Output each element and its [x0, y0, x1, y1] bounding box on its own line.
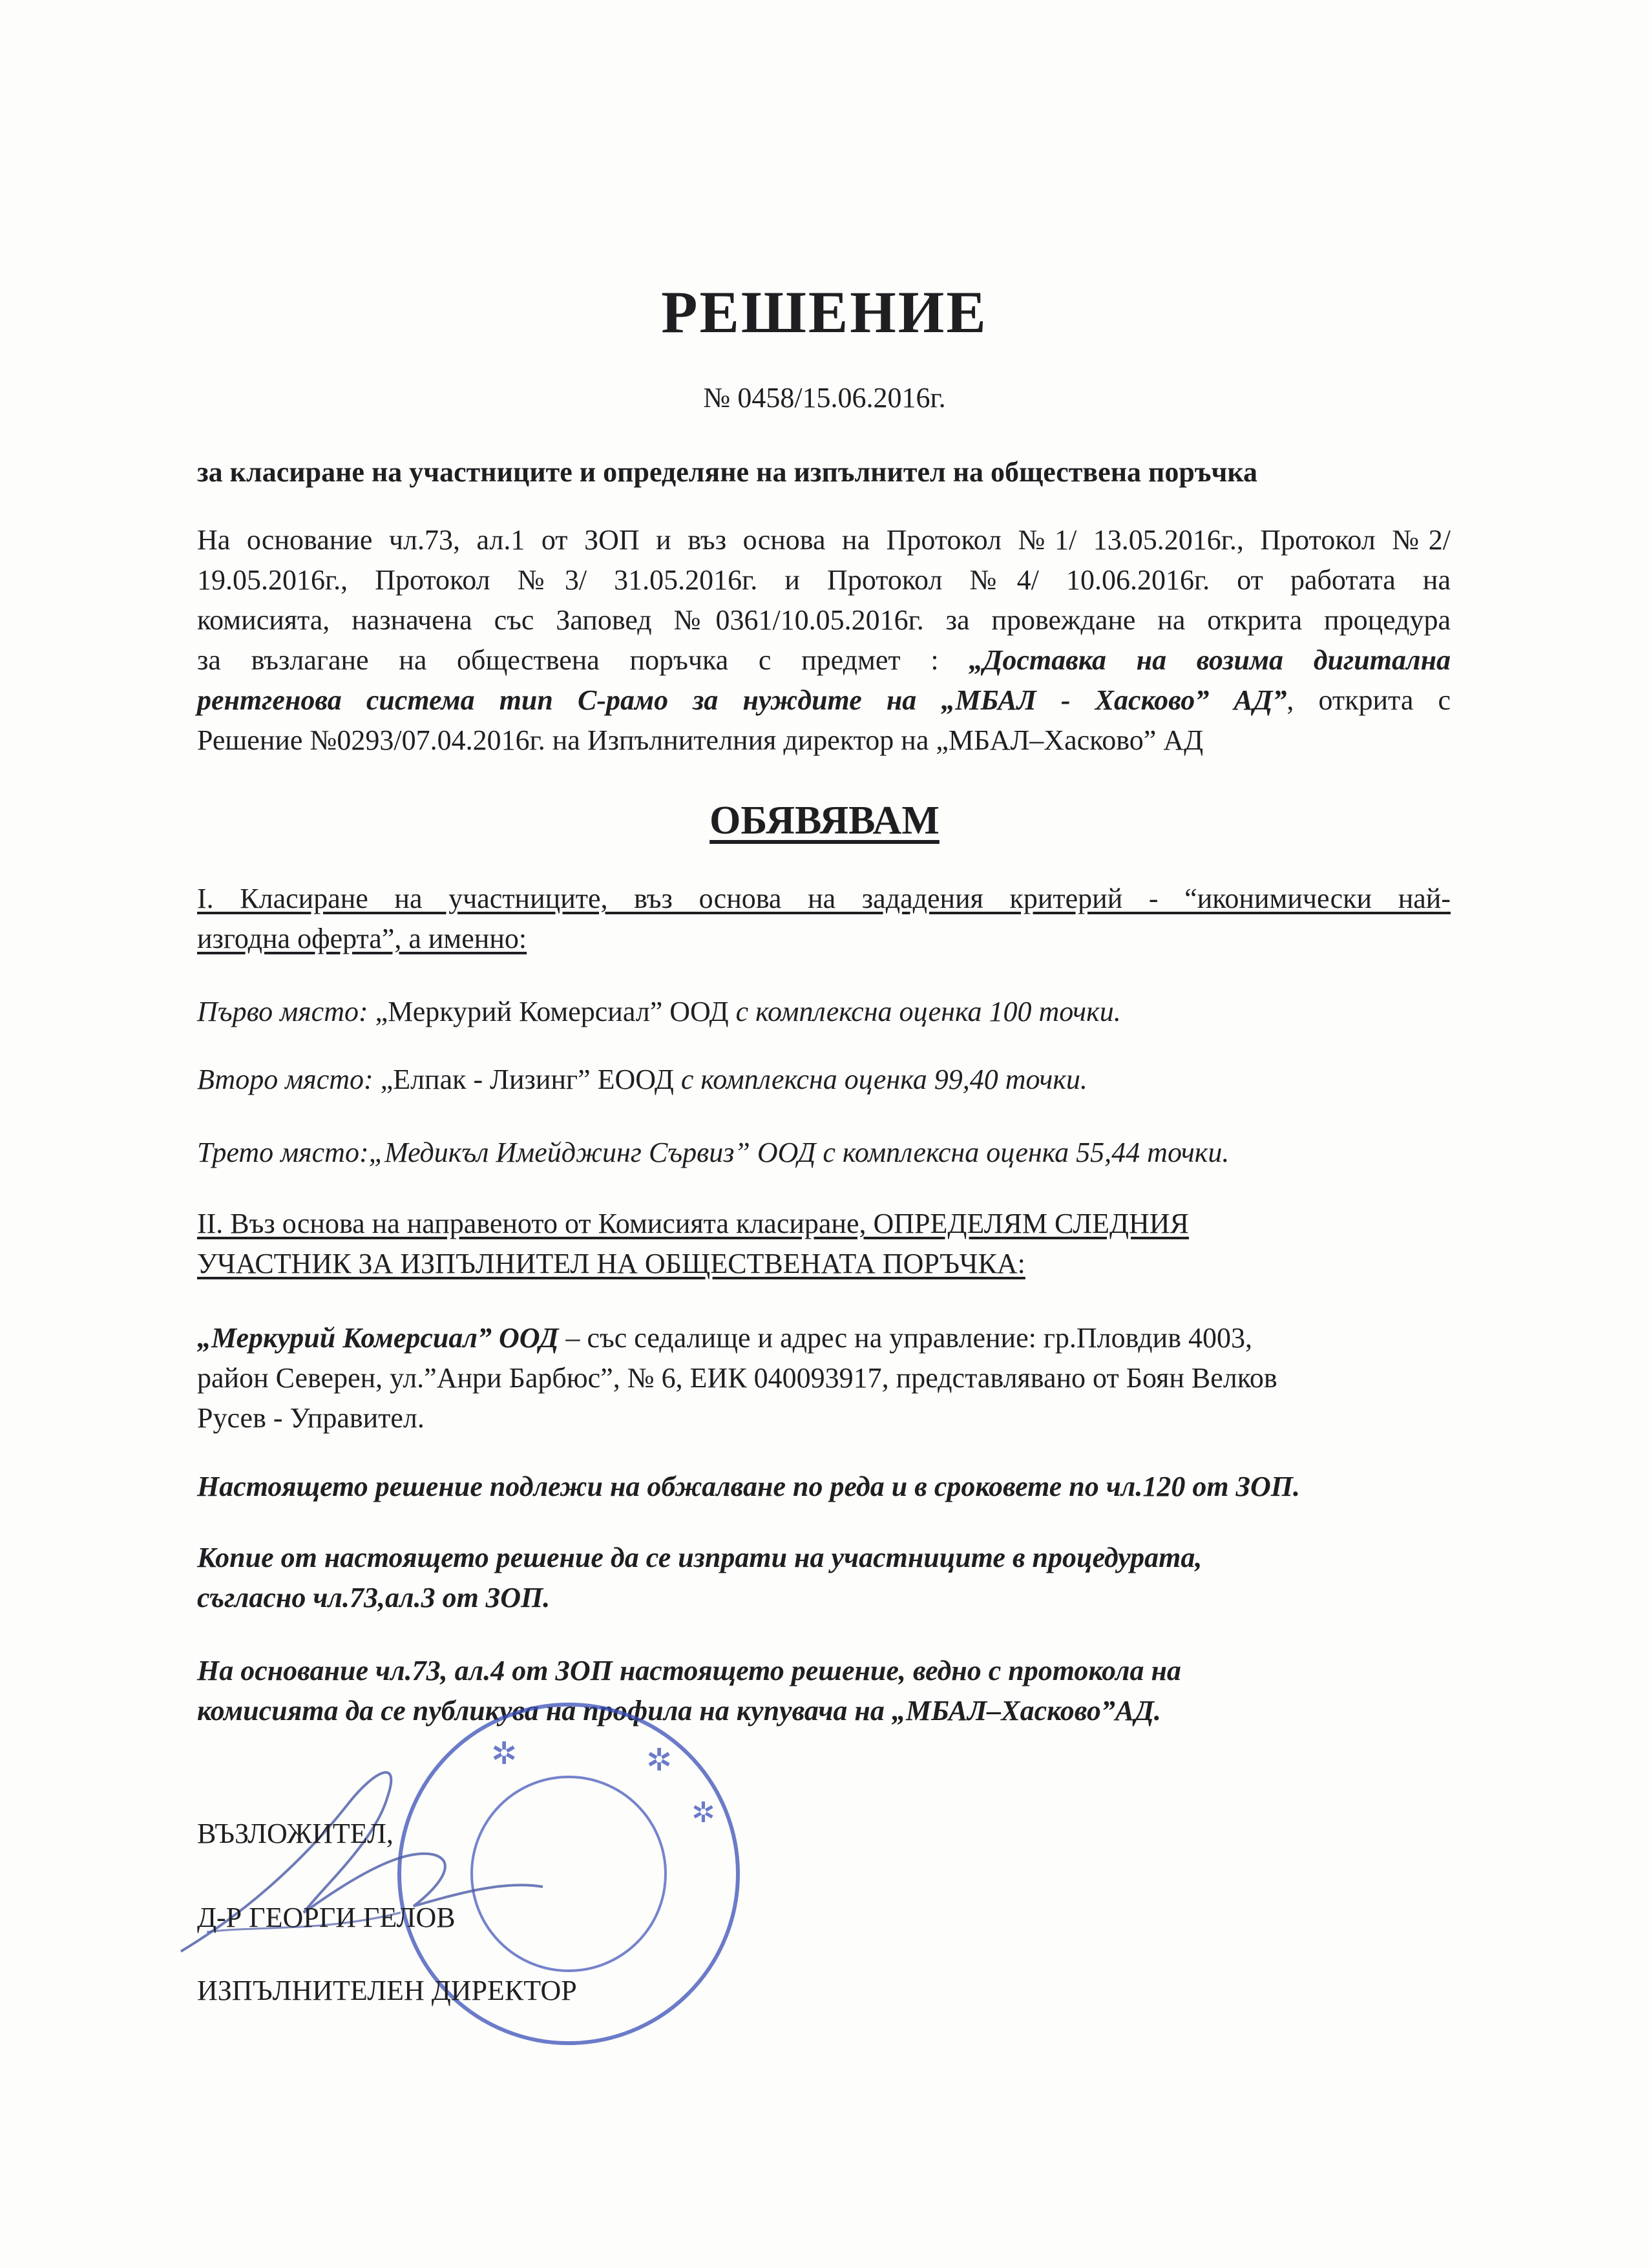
subject-title-part1: „Доставка на возима дигитална [969, 644, 1451, 676]
subject-title-part2: рентгенова система тип С-рамо за нуждите на „МБАЛ - Хасково” АД” [197, 684, 1287, 716]
copy-statement-line-1: Копие от настоящето решение да се изпрати на участниците в процедурата, [197, 1542, 1203, 1573]
ranking-third: Трето място:„Медикъл Имейджинг Сървиз” ООД с комплексна оценка 55,44 точки. [197, 1137, 1230, 1168]
winner-line-2: район Северен, ул.”Анри Барбюс”, № 6, ЕИК 040093917, представлявано от Боян Велков [197, 1362, 1277, 1394]
ranking-first: Първо място: „Меркурий Комерсиал” ООД с комплексна оценка 100 точки. [197, 996, 1121, 1027]
signatory-title: ИЗПЪЛНИТЕЛЕН ДИРЕКТОР [197, 1975, 577, 2006]
signatory-role: ВЪЗЛОЖИТЕЛ, [197, 1818, 394, 1849]
handwritten-signature [155, 1719, 556, 1990]
publish-statement-line-2: комисията да се публикува на профила на купувача на „МБАЛ–Хасково”АД. [197, 1695, 1161, 1727]
winner-line-1: „Меркурий Комерсиал” ООД – със седалище и адрес на управление: гр.Пловдив 4003, [197, 1322, 1252, 1354]
ranking-second: Второ място: „Елпак - Лизинг” ЕООД с комплексна оценка 99,40 точки. [197, 1064, 1087, 1095]
appeal-statement: Настоящето решение подлежи на обжалване по реда и в сроковете по чл.120 от ЗОП. [197, 1471, 1300, 1502]
basis-line-4-text: за възлагане на обществена поръчка с предмет : [197, 644, 969, 676]
basis-line-2: 19.05.2016г., Протокол №3/ 31.05.2016г. и Протокол №4/ 10.06.2016г. от работата на [197, 564, 1451, 596]
svg-text:✲: ✲ [491, 1736, 518, 1772]
section-1-heading-line-2: изгодна оферта”, а именно: [197, 923, 527, 954]
publish-statement-line-1: На основание чл.73, ал.4 от ЗОП настоящето решение, ведно с протокола на [197, 1655, 1181, 1686]
document-title: РЕШЕНИЕ [661, 279, 988, 345]
winner-line-3: Русев - Управител. [197, 1402, 425, 1434]
basis-line-4 [197, 640, 1451, 680]
section-2-heading-line-1: II. Въз основа на направеното от Комисията класиране, ОПРЕДЕЛЯМ СЛЕДНИЯ [197, 1208, 1189, 1239]
basis-line-6: Решение №0293/07.04.2016г. на Изпълнителния директор на „МБАЛ–Хасково” АД [197, 724, 1204, 756]
svg-text:✲: ✲ [646, 1742, 673, 1778]
basis-line-5-text: , открита с [1287, 684, 1451, 716]
announce-heading: ОБЯВЯВАМ [709, 799, 940, 843]
document-number: № 0458/15.06.2016г. [703, 382, 946, 414]
section-2-heading-line-2: УЧАСТНИК ЗА ИЗПЪЛНИТЕЛ НА ОБЩЕСТВЕНАТА ПОРЪЧКА: [197, 1248, 1025, 1279]
signatory-name: Д-Р ГЕОРГИ ГЕЛОВ [197, 1902, 456, 1933]
copy-statement-line-2: съгласно чл.73,ал.3 от ЗОП. [197, 1582, 551, 1613]
document-subject: за класиране на участниците и определяне на изпълнител на обществена поръчка [197, 456, 1258, 488]
section-1-heading-line-1: I. Класиране на участниците, въз основа на зададения критерий - “иконимически най- [197, 883, 1451, 914]
basis-line-3: комисията, назначена със Заповед №0361/10.05.2016г. за провеждане на открита процедура [197, 604, 1451, 636]
svg-text:✲: ✲ [691, 1796, 715, 1829]
basis-line-5 [197, 680, 1451, 720]
basis-line-1: На основание чл.73, ал.1 от ЗОП и въз основа на Протокол №1/ 13.05.2016г., Протокол №2/ [197, 524, 1451, 556]
